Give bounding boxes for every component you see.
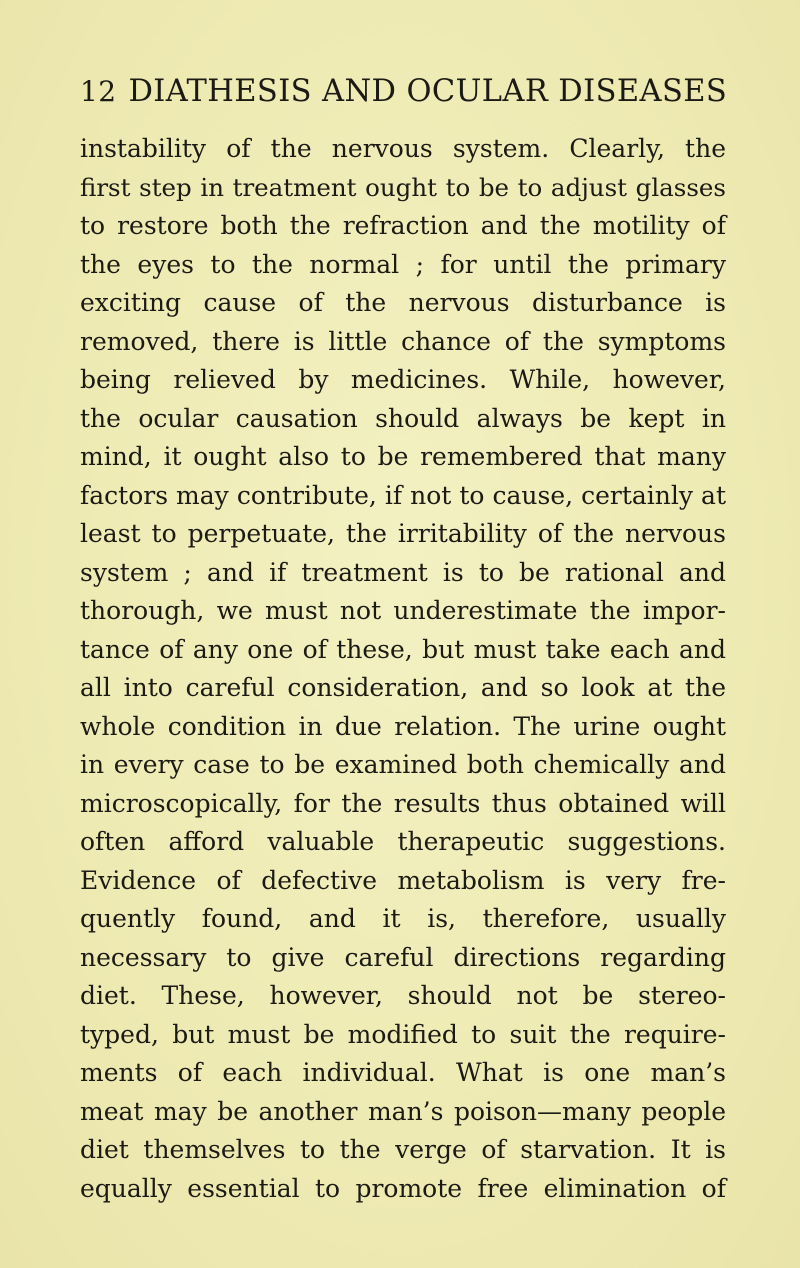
text-line: in every case to be examined both chemically and bbox=[80, 750, 726, 779]
text-line: first step in treatment ought to be to adjust glasses bbox=[80, 172, 726, 202]
text-line: to restore both the refraction and the motility of bbox=[80, 211, 726, 240]
text-line: least to perpetuate, the irritability of the nervous bbox=[80, 519, 726, 548]
text-line: often afford valuable therapeutic suggestions. bbox=[80, 827, 726, 856]
text-line: Evidence of defective metabolism is very fre- bbox=[80, 865, 726, 895]
text-line: equally essential to promote free elimination of bbox=[80, 1173, 726, 1203]
text-line: factors may contribute, if not to cause, certainly at bbox=[80, 480, 726, 510]
text-line: necessary to give careful directions regarding bbox=[80, 942, 726, 972]
text-line: the eyes to the normal ; for until the primary bbox=[80, 249, 726, 279]
text-line: meat may be another man’s poison—many people bbox=[80, 1096, 726, 1126]
text-line: tance of any one of these, but must take each and bbox=[80, 634, 726, 664]
text-line: diet themselves to the verge of starvation. It is bbox=[80, 1135, 726, 1164]
text-line: removed, there is little chance of the symptoms bbox=[80, 326, 726, 356]
text-line: the ocular causation should always be kept in bbox=[80, 403, 726, 433]
running-head bbox=[80, 70, 730, 114]
text-line: typed, but must be modified to suit the require- bbox=[80, 1019, 726, 1049]
text-line: quently found, and it is, therefore, usually bbox=[80, 904, 726, 933]
text-line: ments of each individual. What is one man’s bbox=[80, 1058, 726, 1087]
text-line: being relieved by medicines. While, however, bbox=[80, 365, 726, 394]
text-line: instability of the nervous system. Clearly, the bbox=[80, 134, 726, 163]
text-line: exciting cause of the nervous disturbance is bbox=[80, 288, 726, 317]
body-text bbox=[80, 130, 726, 1208]
text-line: all into careful consideration, and so look at the bbox=[80, 673, 726, 702]
page-number: 12 bbox=[80, 75, 117, 108]
text-line: thorough, we must not underestimate the impor- bbox=[80, 596, 726, 625]
running-title: DIATHESIS AND OCULAR DISEASES bbox=[128, 74, 728, 109]
text-line: whole condition in due relation. The urine ought bbox=[80, 711, 726, 741]
text-line: system ; and if treatment is to be rational and bbox=[80, 557, 726, 587]
text-line: microscopically, for the results thus obtained will bbox=[80, 788, 726, 818]
text-line: mind, it ought also to be remembered that many bbox=[80, 442, 726, 471]
text-line: diet. These, however, should not be stereo- bbox=[80, 981, 726, 1010]
